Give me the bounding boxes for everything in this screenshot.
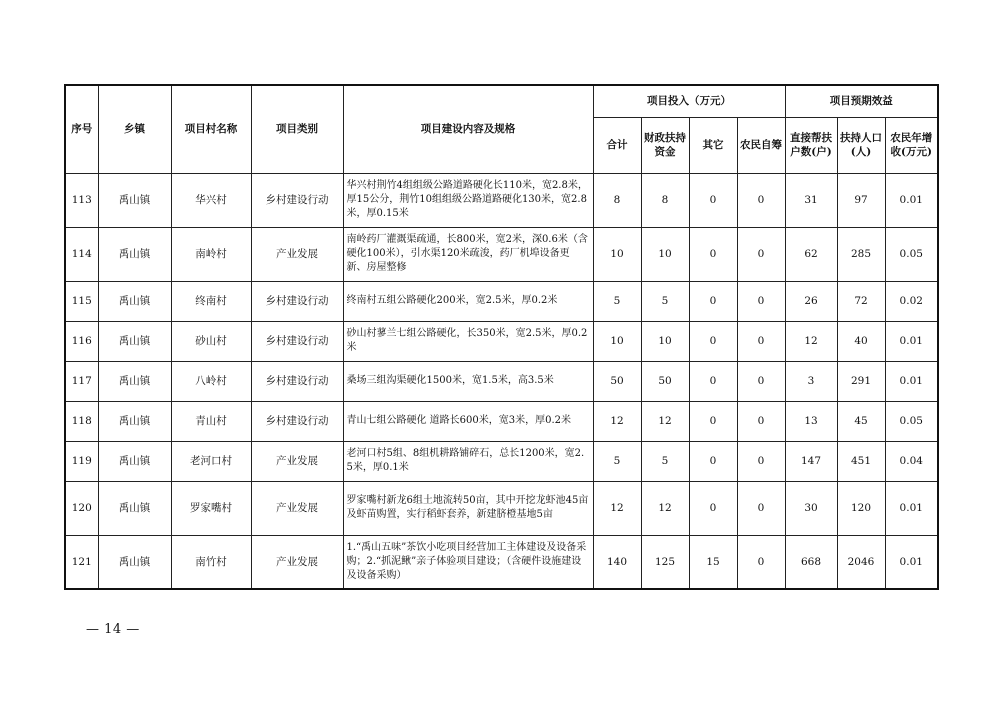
cell-fiscal: 10	[641, 321, 689, 361]
cell-population: 40	[837, 321, 885, 361]
cell-town: 禹山镇	[98, 281, 171, 321]
header-row-top	[65, 85, 938, 117]
table-row	[65, 227, 938, 281]
cell-farmer: 0	[737, 481, 785, 535]
cell-town: 禹山镇	[98, 361, 171, 401]
cell-farmer: 0	[737, 441, 785, 481]
cell-content: 终南村五组公路硬化200米，宽2.5米，厚0.2米	[343, 281, 593, 321]
cell-total: 50	[593, 361, 641, 401]
cell-category: 产业发展	[251, 227, 343, 281]
cell-fiscal: 50	[641, 361, 689, 401]
cell-village: 青山村	[171, 401, 251, 441]
cell-category: 乡村建设行动	[251, 401, 343, 441]
cell-total: 140	[593, 535, 641, 589]
cell-income: 0.01	[885, 173, 938, 227]
cell-total: 10	[593, 321, 641, 361]
cell-farmer: 0	[737, 361, 785, 401]
cell-households: 668	[785, 535, 837, 589]
cell-other: 0	[689, 401, 737, 441]
cell-households: 13	[785, 401, 837, 441]
cell-village: 八岭村	[171, 361, 251, 401]
cell-seq: 120	[65, 481, 98, 535]
header-village: 项目村名称	[171, 85, 251, 173]
cell-content: 老河口村5组、8组机耕路铺碎石，总长1200米，宽2.5米，厚0.1米	[343, 441, 593, 481]
cell-other: 0	[689, 321, 737, 361]
table-row	[65, 535, 938, 589]
cell-town: 禹山镇	[98, 173, 171, 227]
cell-income: 0.01	[885, 535, 938, 589]
header-investment-group: 项目投入（万元）	[593, 85, 785, 117]
cell-content: 桑场三组沟渠硬化1500米，宽1.5米，高3.5米	[343, 361, 593, 401]
cell-population: 97	[837, 173, 885, 227]
cell-households: 26	[785, 281, 837, 321]
cell-category: 产业发展	[251, 441, 343, 481]
cell-population: 291	[837, 361, 885, 401]
cell-category: 乡村建设行动	[251, 173, 343, 227]
cell-households: 3	[785, 361, 837, 401]
cell-total: 10	[593, 227, 641, 281]
cell-farmer: 0	[737, 227, 785, 281]
header-fiscal: 财政扶持资金	[641, 117, 689, 173]
cell-category: 乡村建设行动	[251, 361, 343, 401]
cell-seq: 121	[65, 535, 98, 589]
cell-farmer: 0	[737, 281, 785, 321]
cell-village: 老河口村	[171, 441, 251, 481]
table-row	[65, 361, 938, 401]
cell-category: 乡村建设行动	[251, 321, 343, 361]
cell-seq: 114	[65, 227, 98, 281]
cell-farmer: 0	[737, 321, 785, 361]
cell-village: 罗家嘴村	[171, 481, 251, 535]
cell-category: 乡村建设行动	[251, 281, 343, 321]
table-row	[65, 481, 938, 535]
cell-village: 南岭村	[171, 227, 251, 281]
cell-category: 产业发展	[251, 481, 343, 535]
cell-other: 0	[689, 361, 737, 401]
cell-income: 0.01	[885, 321, 938, 361]
header-seq: 序号	[65, 85, 98, 173]
cell-income: 0.05	[885, 401, 938, 441]
table-row	[65, 281, 938, 321]
table-row	[65, 401, 938, 441]
page-number: — 14 —	[86, 622, 140, 637]
cell-population: 120	[837, 481, 885, 535]
cell-other: 15	[689, 535, 737, 589]
cell-households: 147	[785, 441, 837, 481]
cell-seq: 116	[65, 321, 98, 361]
cell-fiscal: 12	[641, 481, 689, 535]
project-table	[64, 84, 939, 590]
cell-total: 5	[593, 281, 641, 321]
cell-other: 0	[689, 441, 737, 481]
cell-population: 451	[837, 441, 885, 481]
cell-income: 0.05	[885, 227, 938, 281]
header-town: 乡镇	[98, 85, 171, 173]
header-households: 直接帮扶户数(户)	[785, 117, 837, 173]
cell-other: 0	[689, 227, 737, 281]
cell-seq: 113	[65, 173, 98, 227]
cell-population: 45	[837, 401, 885, 441]
cell-content: 青山七组公路硬化 道路长600米，宽3米，厚0.2米	[343, 401, 593, 441]
cell-content: 1.“禹山五味”茶饮小吃项目经营加工主体建设及设备采购；2.“抓泥鳅”亲子体验项目建设；（含硬件设施建设及设备采购）	[343, 535, 593, 589]
cell-population: 285	[837, 227, 885, 281]
header-other: 其它	[689, 117, 737, 173]
header-total: 合计	[593, 117, 641, 173]
table-row	[65, 441, 938, 481]
cell-farmer: 0	[737, 535, 785, 589]
cell-total: 8	[593, 173, 641, 227]
cell-households: 12	[785, 321, 837, 361]
cell-seq: 118	[65, 401, 98, 441]
cell-seq: 119	[65, 441, 98, 481]
cell-households: 31	[785, 173, 837, 227]
header-population: 扶持人口(人)	[837, 117, 885, 173]
cell-total: 12	[593, 481, 641, 535]
cell-fiscal: 12	[641, 401, 689, 441]
cell-town: 禹山镇	[98, 535, 171, 589]
header-income: 农民年增收(万元)	[885, 117, 938, 173]
cell-other: 0	[689, 173, 737, 227]
cell-village: 南竹村	[171, 535, 251, 589]
cell-population: 2046	[837, 535, 885, 589]
cell-income: 0.04	[885, 441, 938, 481]
cell-category: 产业发展	[251, 535, 343, 589]
table-row	[65, 173, 938, 227]
cell-fiscal: 5	[641, 441, 689, 481]
cell-fiscal: 5	[641, 281, 689, 321]
cell-income: 0.02	[885, 281, 938, 321]
cell-town: 禹山镇	[98, 401, 171, 441]
cell-households: 62	[785, 227, 837, 281]
cell-income: 0.01	[885, 481, 938, 535]
cell-village: 砂山村	[171, 321, 251, 361]
cell-town: 禹山镇	[98, 321, 171, 361]
cell-content: 南岭药厂灌溉渠疏通，长800米，宽2米，深0.6米（含硬化100米），引水渠120米疏浚，药厂机埠设备更新、房屋整修	[343, 227, 593, 281]
cell-total: 5	[593, 441, 641, 481]
cell-income: 0.01	[885, 361, 938, 401]
cell-farmer: 0	[737, 401, 785, 441]
cell-seq: 117	[65, 361, 98, 401]
cell-fiscal: 8	[641, 173, 689, 227]
header-category: 项目类别	[251, 85, 343, 173]
header-benefit-group: 项目预期效益	[785, 85, 938, 117]
cell-content: 华兴村荆竹4组组级公路道路硬化长110米，宽2.8米，厚15公分，荆竹10组组级公路道路硬化130米，宽2.8米，厚0.15米	[343, 173, 593, 227]
cell-farmer: 0	[737, 173, 785, 227]
header-content: 项目建设内容及规格	[343, 85, 593, 173]
cell-total: 12	[593, 401, 641, 441]
cell-other: 0	[689, 281, 737, 321]
cell-other: 0	[689, 481, 737, 535]
cell-population: 72	[837, 281, 885, 321]
cell-households: 30	[785, 481, 837, 535]
cell-fiscal: 10	[641, 227, 689, 281]
header-farmer: 农民自筹	[737, 117, 785, 173]
cell-seq: 115	[65, 281, 98, 321]
cell-content: 砂山村蓼兰七组公路硬化，长350米，宽2.5米，厚0.2米	[343, 321, 593, 361]
cell-fiscal: 125	[641, 535, 689, 589]
cell-village: 终南村	[171, 281, 251, 321]
cell-town: 禹山镇	[98, 441, 171, 481]
table-row	[65, 321, 938, 361]
cell-village: 华兴村	[171, 173, 251, 227]
cell-town: 禹山镇	[98, 227, 171, 281]
cell-town: 禹山镇	[98, 481, 171, 535]
cell-content: 罗家嘴村新龙6组土地流转50亩，其中开挖龙虾池45亩及虾苗购置，实行稻虾套养，新建脐橙基地5亩	[343, 481, 593, 535]
